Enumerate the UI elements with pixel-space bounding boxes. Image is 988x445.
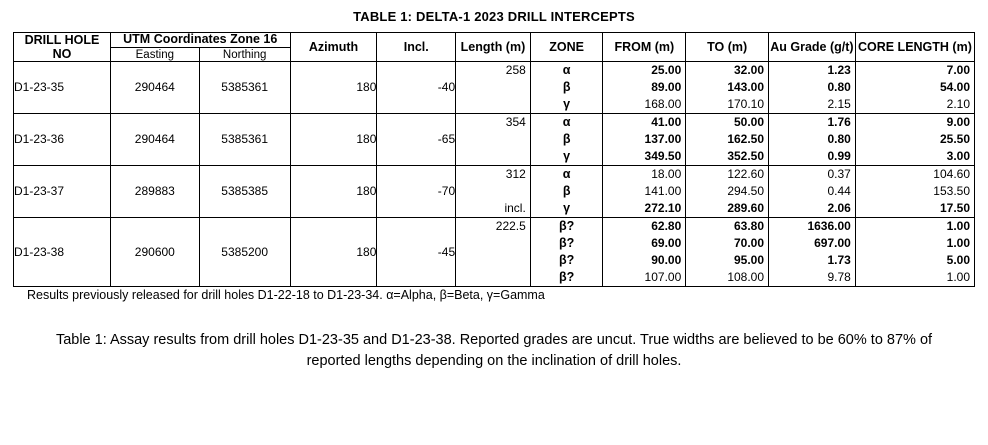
header-easting: Easting bbox=[110, 48, 199, 62]
cell-core-length: 1.00 1.00 5.00 1.00 bbox=[855, 218, 974, 287]
cell-easting: 290464 bbox=[110, 114, 199, 166]
cell-zone: α β γ bbox=[530, 62, 603, 114]
cell-drill-hole-no: D1-23-35 bbox=[14, 62, 111, 114]
cell-au-grade: 1.23 0.80 2.15 bbox=[769, 62, 856, 114]
table-note: Results previously released for drill holes D1-22-18 to D1-23-34. α=Alpha, β=Beta, γ=Gamma bbox=[27, 288, 545, 302]
header-drill-hole-no: DRILL HOLE NO bbox=[14, 33, 111, 62]
cell-northing: 5385385 bbox=[199, 166, 290, 218]
table-row bbox=[14, 166, 975, 218]
cell-easting: 290600 bbox=[110, 218, 199, 287]
header-from: FROM (m) bbox=[603, 33, 686, 62]
cell-from: 41.00 137.00 349.50 bbox=[603, 114, 686, 166]
cell-au-grade: 1636.00 697.00 1.73 9.78 bbox=[769, 218, 856, 287]
table-row bbox=[14, 62, 975, 114]
cell-azimuth: 180 bbox=[290, 114, 377, 166]
cell-easting: 289883 bbox=[110, 166, 199, 218]
header-incl: Incl. bbox=[377, 33, 456, 62]
cell-incl: -70 bbox=[377, 166, 456, 218]
table-row bbox=[14, 114, 975, 166]
cell-northing: 5385361 bbox=[199, 114, 290, 166]
header-core-length: CORE LENGTH (m) bbox=[855, 33, 974, 62]
cell-incl: -65 bbox=[377, 114, 456, 166]
cell-core-length: 9.00 25.50 3.00 bbox=[855, 114, 974, 166]
cell-length: 258 bbox=[456, 62, 531, 114]
cell-core-length: 104.60 153.50 17.50 bbox=[855, 166, 974, 218]
cell-drill-hole-no: D1-23-37 bbox=[14, 166, 111, 218]
cell-azimuth: 180 bbox=[290, 62, 377, 114]
cell-to: 63.80 70.00 95.00 108.00 bbox=[686, 218, 769, 287]
cell-from: 18.00 141.00 272.10 bbox=[603, 166, 686, 218]
table-row bbox=[14, 218, 975, 287]
header-length: Length (m) bbox=[456, 33, 531, 62]
cell-incl: -45 bbox=[377, 218, 456, 287]
cell-length: 312 incl. bbox=[456, 166, 531, 218]
table-body bbox=[14, 62, 975, 287]
document-page bbox=[0, 9, 988, 445]
header-utm-coordinates: UTM Coordinates Zone 16 bbox=[110, 33, 290, 48]
header-to: TO (m) bbox=[686, 33, 769, 62]
cell-au-grade: 0.37 0.44 2.06 bbox=[769, 166, 856, 218]
cell-incl: -40 bbox=[377, 62, 456, 114]
cell-length: 222.5 bbox=[456, 218, 531, 287]
cell-to: 32.00 143.00 170.10 bbox=[686, 62, 769, 114]
cell-from: 25.00 89.00 168.00 bbox=[603, 62, 686, 114]
table-header-row-1 bbox=[14, 33, 975, 48]
cell-zone: β? β? β? β? bbox=[530, 218, 603, 287]
cell-zone: α β γ bbox=[530, 114, 603, 166]
cell-drill-hole-no: D1-23-38 bbox=[14, 218, 111, 287]
cell-drill-hole-no: D1-23-36 bbox=[14, 114, 111, 166]
cell-to: 50.00 162.50 352.50 bbox=[686, 114, 769, 166]
table-title: TABLE 1: DELTA-1 2023 DRILL INTERCEPTS bbox=[353, 9, 635, 24]
cell-azimuth: 180 bbox=[290, 166, 377, 218]
figure-caption: Table 1: Assay results from drill holes D1-23-35 and D1-23-38. Reported grades are uncut. True widths are believed to be 60% to 87% of reported lengths depending on the inclination of drill holes. bbox=[55, 332, 933, 369]
header-zone: ZONE bbox=[530, 33, 603, 62]
cell-azimuth: 180 bbox=[290, 218, 377, 287]
cell-zone: α β γ bbox=[530, 166, 603, 218]
cell-au-grade: 1.76 0.80 0.99 bbox=[769, 114, 856, 166]
drill-intercepts-table bbox=[13, 32, 975, 287]
cell-easting: 290464 bbox=[110, 62, 199, 114]
header-northing: Northing bbox=[199, 48, 290, 62]
cell-to: 122.60 294.50 289.60 bbox=[686, 166, 769, 218]
cell-from: 62.80 69.00 90.00 107.00 bbox=[603, 218, 686, 287]
cell-core-length: 7.00 54.00 2.10 bbox=[855, 62, 974, 114]
header-au-grade: Au Grade (g/t) bbox=[769, 33, 856, 62]
cell-northing: 5385361 bbox=[199, 62, 290, 114]
cell-northing: 5385200 bbox=[199, 218, 290, 287]
header-azimuth: Azimuth bbox=[290, 33, 377, 62]
cell-length: 354 bbox=[456, 114, 531, 166]
